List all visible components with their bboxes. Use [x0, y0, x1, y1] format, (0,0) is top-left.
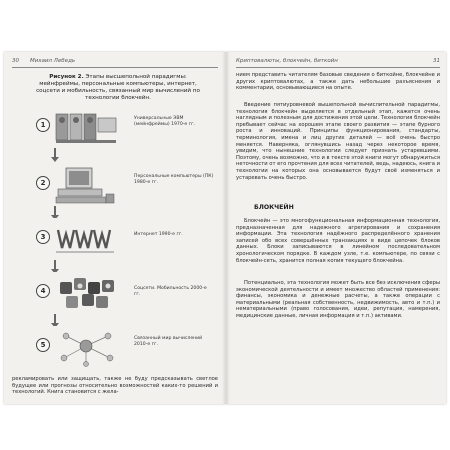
- left-page-number: 30: [12, 58, 19, 64]
- left-page: [12, 52, 218, 404]
- stage-label: Связанный мир вычислений 2010-е гг.: [134, 336, 203, 347]
- pc-illustration: [36, 164, 124, 206]
- stage-4: [36, 272, 206, 316]
- stage-3: [36, 218, 206, 262]
- down-arrow-icon: [54, 206, 56, 216]
- figure-caption-label: Рисунок 2.: [49, 74, 84, 80]
- stage-label: Универсальные ЭВМ (мейнфреймы) 1970-е гг.: [134, 116, 195, 127]
- right-running-title: Криптовалюты, блокчейн, биткойн: [236, 58, 338, 64]
- stage-label: Соцсети. Мобильность 2000-е гг.: [134, 286, 207, 297]
- book-spread: [4, 52, 446, 404]
- stage-label: Интернет 1990-е гг.: [134, 232, 183, 237]
- down-arrow-icon: [54, 260, 56, 270]
- internet-illustration: [36, 218, 124, 260]
- stage-number: 1: [36, 118, 50, 132]
- stage-2: [36, 164, 214, 208]
- right-page-number: 31: [433, 58, 440, 64]
- mainframe-icon: [36, 106, 124, 148]
- right-paragraph-1: нием представить читателям базовые сведения о биткойне, блокчейне и других криптовалютах, а также дать небольшие разъяснения и комментарии, основывающиеся на опыте.: [236, 72, 440, 92]
- stage-number: 2: [36, 176, 50, 190]
- stage-label: Персональные компьютеры (ПК) 1980-е гг.: [134, 174, 214, 185]
- left-page-header: [12, 58, 218, 68]
- social-illustration: [36, 272, 124, 314]
- social-apps-icon: [36, 272, 124, 314]
- www-icon: [36, 218, 124, 260]
- desktop-computer-icon: [36, 164, 124, 206]
- connected-world-illustration: [36, 326, 124, 368]
- right-paragraph-2: Введение пятиуровневой вышепольной вычислительной парадигмы, технология блокчейн выделяется в отдельный этап, кажется очень наглядным и полезным для достижения этой цели. Технология блокчейн пребывает сейчас на хорошем этапе своего развития — этапе бурного роста и инноваций. Принципы функционирования, стандарты, терминология, имена и лиц других деталей — всё очень быстро меняется. Наверняка, оглянувшись назад через некоторое время, увидим, что нынешние технологии следует признать устаревшими. Поэтому, очень возможно, что и в тексте этой книги могут обнаружиться неточности от его прочтения для всех читателей, ведь, надеюсь, книга и технологии на которых она основывается будут своё изменяться и устаревать очень быстро.: [236, 102, 441, 181]
- figure-caption: [28, 74, 208, 102]
- right-paragraph-4: Потенциально, эта технология может быть все без исключения сферы экономической деятельности и имеет множество областей применения: финансы, экономика и денежные расчеты, а также операции с материальными (реальная собственность, недвижимость, авто и т.п.) и нематериальными (право голосования, идеи, репутация, намерения, медицинские данные, личная информация и т.п.) активами.: [236, 280, 440, 319]
- book-gutter: [222, 52, 230, 404]
- stage-5: [36, 326, 206, 370]
- left-page-body-text: рекламировать или защищать, также не буду предсказывать светлое будущее или прогнозы относительно возможностей каких-то решений и технологий. Книга становится с жела-: [12, 376, 218, 396]
- down-arrow-icon: [54, 314, 56, 324]
- mainframe-illustration: [36, 106, 124, 148]
- stage-number: 3: [36, 230, 50, 244]
- right-page: [236, 52, 440, 404]
- right-page-header: [236, 58, 440, 68]
- figure-caption-text: Этапы высшепольной парадигмы: мейнфреймы, персональные компьютеры, интернет, соцсети и мобильность, связанный мир вычислений по технологии блокчейн.: [36, 74, 200, 101]
- left-running-title: Михаил Лебедь: [30, 58, 76, 64]
- section-heading: БЛОКЧЕЙН: [254, 204, 294, 211]
- stage-1: [36, 106, 206, 150]
- right-paragraph-3: Блокчейн — это многофункциональная информационная технология, предназначенная для надежного агрегирования и сохранения информации. Эта технология надёжного распределённого хранения записей обо всех совершённых транзакциях в виде цепочек блоков данных. Блоки записываются в линейном последовательном хронологическом порядке. В каждом узле, т.е. компьютере, по связи с блокчейн-сеть, хранится полная копия текущего блокчейна.: [236, 218, 440, 264]
- stage-number: 5: [36, 338, 50, 352]
- network-icon: [36, 326, 124, 368]
- down-arrow-icon: [54, 148, 56, 158]
- stage-number: 4: [36, 284, 50, 298]
